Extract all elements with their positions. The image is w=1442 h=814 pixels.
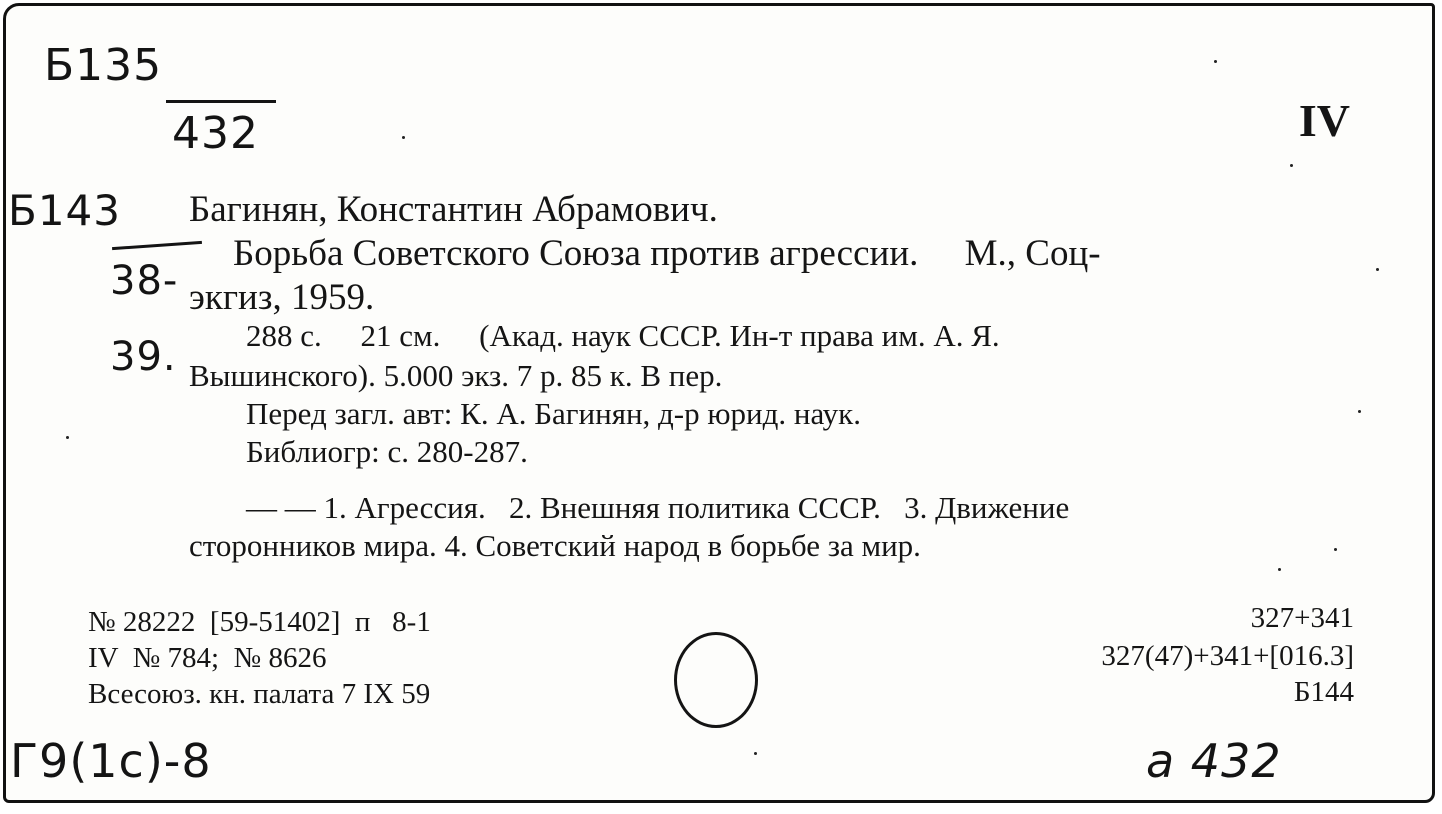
punch-hole <box>674 632 758 728</box>
handwritten-page-code-2: 39. <box>110 334 177 380</box>
footer-publisher: Всесоюз. кн. палата 7 IX 59 <box>88 678 431 710</box>
collation-line-2: Вышинского). 5.000 экз. 7 р. 85 к. В пер. <box>189 358 723 393</box>
paper-speck <box>1376 268 1379 271</box>
footer-registration-ids: IV № 784; № 8626 <box>88 642 327 674</box>
handwritten-bottom-left-code: Г9(1с)-8 <box>10 734 212 788</box>
paper-speck <box>1358 410 1361 413</box>
paper-speck <box>1290 164 1293 167</box>
handwritten-fraction-line <box>166 100 276 103</box>
subjects-line-1: — — 1. Агрессия. 2. Внешняя политика СССР. 3. Движение <box>246 490 1070 525</box>
note-line-2: Библиогр: с. 280-287. <box>246 434 528 469</box>
note-line-1: Перед загл. авт: К. А. Багинян, д-р юрид. наук. <box>246 396 861 431</box>
paper-speck <box>402 136 405 139</box>
paper-speck <box>1334 548 1337 551</box>
subjects-line-2: сторонников мира. 4. Советский народ в борьбе за мир. <box>189 528 921 563</box>
author-heading: Багинян, Константин Абрамович. <box>189 189 718 230</box>
author-mark: Б144 <box>1293 676 1354 708</box>
paper-speck <box>1278 568 1281 571</box>
paper-speck <box>1214 60 1217 63</box>
handwritten-bottom-right-code: а 432 <box>1146 734 1282 788</box>
paper-speck <box>754 752 757 755</box>
classification-code-extended: 327(47)+341+[016.3] <box>1101 640 1354 672</box>
catalog-card <box>3 3 1435 803</box>
section-number: IV <box>1298 95 1350 146</box>
handwritten-author-code: Б143 <box>8 186 121 235</box>
classification-code: 327+341 <box>1250 602 1354 634</box>
handwritten-shelf-code-under: 432 <box>172 108 259 159</box>
handwritten-shelf-code: Б135 <box>44 40 163 91</box>
collation-line-1: 288 с. 21 см. (Акад. наук СССР. Ин-т права им. А. Я. <box>246 318 1000 353</box>
title-line-2: экгиз, 1959. <box>189 277 375 318</box>
footer-registration-number: № 28222 [59-51402] п 8-1 <box>88 606 431 638</box>
handwritten-page-code-1: 38- <box>110 258 179 304</box>
handwritten-author-line <box>112 241 202 250</box>
paper-speck <box>66 436 69 439</box>
title-line-1: Борьба Советского Союза против агрессии. М., Соц- <box>233 233 1101 274</box>
